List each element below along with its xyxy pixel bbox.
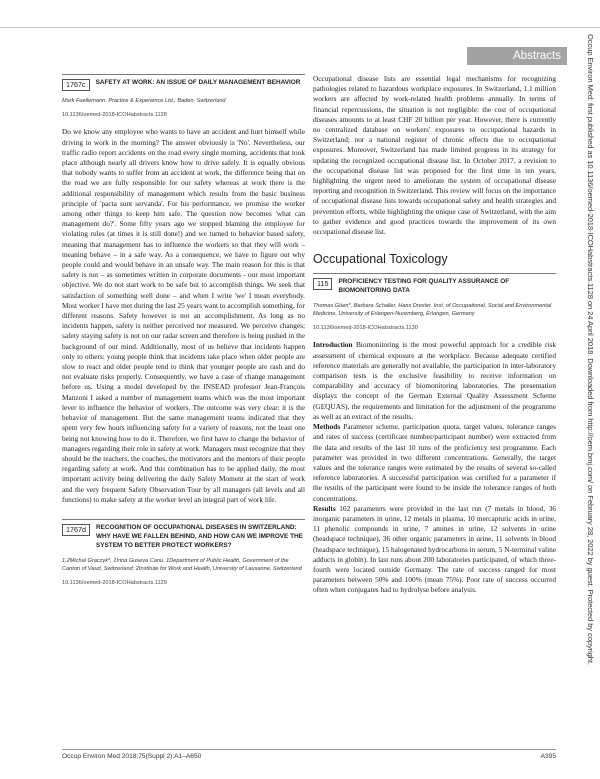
abstract-number: 1767c (62, 79, 90, 91)
abstract-doi[interactable]: 10.1136/oemed-2018-ICOHabstracts.1130 (313, 325, 418, 332)
methods-text: Parameter scheme, participation quota, target values, tolerance ranges and rates of success (certificate number/participant number) were extracted from the data and results of the last 10 runs of the proficiency test programme. Each parameter was provided in two different concentrations. Generally, the target values and the tolerance ranges were estimated by the results of several so-called reference laboratories. A successful participation was certified for a parameter if the results of the participant were found to be inside the tolerance ranges of both concentrations. (313, 422, 557, 503)
abstract-header (313, 273, 556, 295)
intro-label: Introduction (313, 340, 353, 350)
right-column (313, 74, 556, 596)
top-rule (0, 27, 600, 28)
abstract-body (313, 340, 556, 595)
section-heading: Occupational Toxicology (313, 252, 448, 267)
intro-paragraph (313, 340, 556, 422)
results-label: Results (313, 503, 336, 513)
left-column (62, 74, 305, 587)
results-paragraph (313, 504, 556, 596)
abstract-doi[interactable]: 10.1136/oemed-2018-ICOHabstracts.1128 (62, 112, 167, 119)
results-text: 162 parameters were provided in the last run (7 metals in blood, 36 inorganic parameters in urine, 12 metals in plasma, 10 mercapturic acids in urine, 11 phenolic compounds in urine, 7 amines in urine, 12 solvents in urine (headspace technique), 36 other organic parameters in urine, 11 solvents in blood (headspace technique), 15 halogenated hydrocarbons in serum, 5 N-terminal valine adducts in globin). In last runs about 200 laboratories participated, of which three-fourth were located outside Germany. The rate of success ranged for most parameters between 50% and 100% (mean 75%). Poor rate of success occurred often when conjugates had to hydrolyse before analysis. (313, 503, 556, 595)
abstract-paragraph: Do we know any employee who wants to have an accident and hurt himself while driving to work in the morning? The answer obviously is 'No'. Nevertheless, our traffic radio report accidents on the road every single morning, accidents that took place although nearly all drivers know how to drive safely. It is equally obvious that nobody wants to suffer from an accident at work, the difference being that on the road we are fully responsible for our safety whereas at work there is the additional responsibility of management which results from the basic business principle of 'pacta sunt servanda'. For his performance, we promise the worker among other things to keep him safe. The question now becomes 'what can management do?'. Some fifty years ago we stopped blaming the employee for violating rules (at times it is still done!) and we turned to behavior based safety, meaning that management has to influence the workers so that they will work – meaning behave – in a safe way. As a consequence, we have to figure out why people could and would behave in an unsafe way. The main reason for this is that safety is not – as sometimes written in corporate documents - our most important objective. We do not start work to be safe but to accomplish things. We seek that satisfaction of something well done – and when I write 'we' I mean everybody. Most worker I have met during the last 25 years want to accomplish something, for different reasons. Safety however is not an accomplishment. As long as no incidents happen, safety is neither perceived nor measured. We perceive changes; safety staying safety is not on our radar screen and therefore is being pushed in the background of our mind. Additionally, most of us believe that incidents happen only to others: young people think that incidents take place when older people are slow to react and older people tend to think that younger people are rash and do not evaluate risks properly. Consequently, we have a case of change management before us. Using a model developed by the INSEAD professor Jean-François Manzoni I asked a number of management teams which was the most important lever to influence the behavior of workers. The outcome was very clear: it is the behavior of management. But the same management teams indicated that they spent very few hours influencing safety for a variety of reasons, not the least one being not knowing how to do it. Therefore, we first have to change the behavior of managers regarding their role in safety at work. Managers must recognize that they should be the teachers, the coaches, the motivators and the mentors of their people regarding safety at work. And this combination has to be applied daily, the most important activity being delivering the daily Safety Moment at the start of work and the very frequent Safety Observation Tour by all managers (all levels and all functions) to make safety at the worker level an integral part of work life. (62, 127, 305, 504)
section-tab: Abstracts (467, 47, 567, 65)
abstract-header (62, 74, 305, 91)
abstract-header (62, 519, 305, 551)
footer-citation: Occup Environ Med 2018;75(Suppl 2):A1–A650 (62, 753, 202, 760)
abstract-authors: Mark Fuellemann. Practice & Experience Ltd., Baden, Switzerland (62, 98, 226, 104)
footer-rule (62, 749, 556, 750)
abstract-title: RECOGNITION OF OCCUPATIONAL DISEASES IN SWITZERLAND: WHY HAVE WE FALLEN BEHIND, AND HOW CAN WE IMPROVE THE SYSTEM TO BETTER PROTECT WORKERS? (96, 523, 303, 550)
side-strip-citation: Occup Environ Med: first published as 10.1136/oemed-2018-ICOHabstracts.1128 on 24 April 2018. Downloaded from http://oem.bmj.com/ on February 28, 2022 by guest. Protected by copyright. (586, 34, 595, 665)
continuation-body (313, 74, 556, 237)
abstract-doi[interactable]: 10.1136/oemed-2018-ICOHabstracts.1129 (62, 580, 167, 587)
abstract-authors: 1,2Michal Graczyk*, 1Irina Guseva Canu. 1Department of Public Health, Government of the Canton of Vaud, Switzerland; 2Institute for Work and Health, University of Lausanne, Switzerland (62, 557, 302, 572)
methods-label: Methods (313, 422, 341, 432)
methods-paragraph (313, 422, 556, 504)
abstract-title: PROFICIENCY TESTING FOR QUALITY ASSURANCE OF BIOMONITORING DATA (338, 278, 510, 295)
abstract-number: 1767d (62, 524, 90, 536)
abstract-number: 115 (313, 278, 332, 290)
abstract-title: SAFETY AT WORK: AN ISSUE OF DAILY MANAGEMENT BEHAVIOR (95, 79, 301, 86)
intro-text: Biomonitoring is the most powerful approach for a credible risk assessment of chemical exposure at the workplace. Because adequate certified reference materials are generally not available, the participation in inter-laboratory comparison tests is the exclusive feasibility to receive information on comparability and accuracy of biomonitoring laboratories. The presentation displays the concept of the German External Quality Assessment Scheme (GEQUAS), the requirements and limitation for the adjustment of the programme as well as an extract of the results. (313, 340, 557, 421)
abstract-authors: Thomas Göen*, Barbara Schaller, Hans Drexler. Inst. of Occupational, Social and Environmental Medicine, University of Erlangen-Nuremberg, Erlangen, Germany (313, 302, 552, 318)
page-number: A395 (540, 753, 556, 760)
abstract-body (62, 127, 305, 505)
continuation-paragraph: Occupational disease lists are essential legal mechanisms for recognizing pathologies related to hazardous workplace exposures. In Switzerland, 1.1 million workers are affected by work-related health problems annually. In terms of financial repercussions, the situation is not negligible: the cost of occupational diseases amounts to at least CHF 20 billion per year. However, there is currently no centralized database on workers' exposures to occupational hazards in Switzerland; nor a national register of chronic effects due to occupational exposures. Moreover, Switzerland has made limited progress in its strategy for updating the recognized occupational disease list. In October 2017, a revision to the occupational disease list was proposed for the first time in ten years, highlighting the urgent need to ameliorate the system of occupational disease reporting and recognition in Switzerland. This review will focus on the importance of occupational disease lists towards occupational safety and health strategies and prevention efforts, while highlighting the unique case of Switzerland, with the aim to gather evidence and good practices towards the improvement of its own occupational disease list. (313, 74, 556, 237)
